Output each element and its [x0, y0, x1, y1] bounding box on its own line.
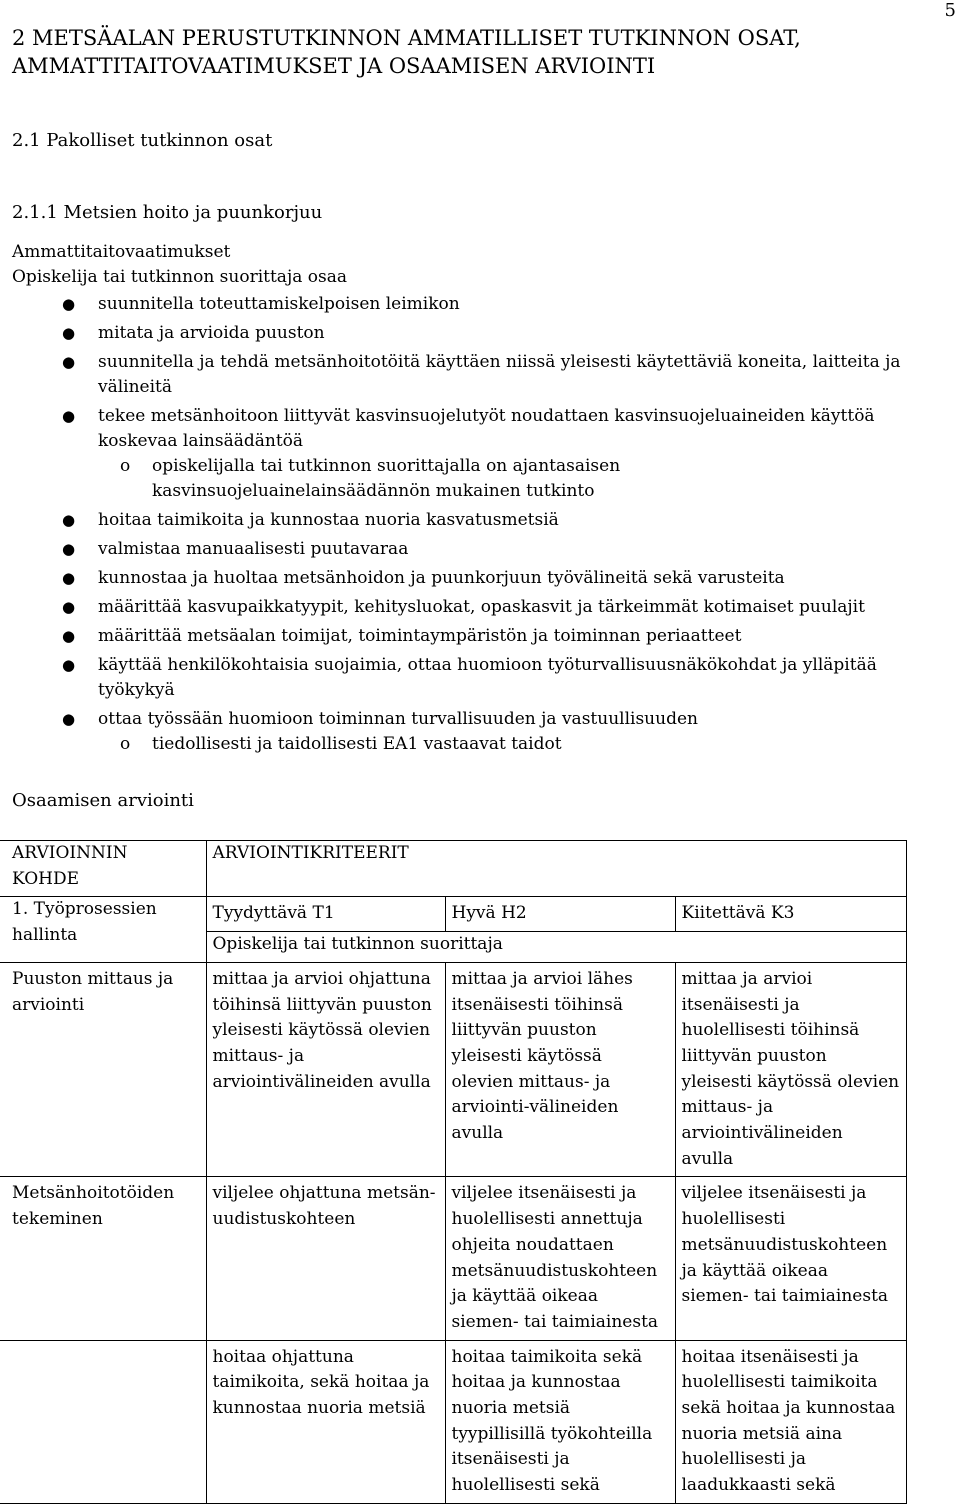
- requirement-item: [12, 537, 902, 562]
- sub-bullet-icon: o: [120, 456, 131, 476]
- row-label-cell: Puuston mittaus ja arviointi: [0, 962, 206, 1177]
- table-header-row: [0, 841, 906, 897]
- requirement-text: suunnitella toteuttamiskelpoisen leimikon: [98, 294, 460, 314]
- requirement-text: ottaa työssään huomioon toiminnan turvallisuuden ja vastuullisuuden: [98, 709, 698, 729]
- criteria-h2-cell: mittaa ja arvioi lähes itsenäisesti töihinsä liittyvän puuston yleisesti käytössä olevien mittaus- ja arviointi-välineiden avulla: [445, 962, 675, 1177]
- requirement-subtext: opiskelijalla tai tutkinnon suorittajalla on ajantasaisen kasvinsuojeluainelainsäädännön mukainen tutkinto: [152, 456, 621, 501]
- main-heading: 2 METSÄALAN PERUSTUTKINNON AMMATILLISET TUTKINNON OSAT, AMMATTITAITOVAATIMUKSET JA OSAAMISEN ARVIOINTI: [12, 26, 801, 78]
- requirement-item: [12, 321, 902, 346]
- requirements-intro: Opiskelija tai tutkinnon suorittaja osaa: [12, 267, 347, 287]
- bullet-icon: ●: [62, 627, 76, 645]
- requirement-text: valmistaa manuaalisesti puutavaraa: [98, 539, 409, 559]
- requirement-text: määrittää metsäalan toimijat, toimintaympäristön ja toiminnan periaatteet: [98, 626, 742, 646]
- subsection-heading: 2.1.1 Metsien hoito ja puunkorjuu: [12, 202, 323, 223]
- row-label-cell: [0, 1340, 206, 1503]
- criteria-k3-cell: mittaa ja arvioi itsenäisesti ja huolellisesti töihinsä liittyvän puuston yleisesti käytössä olevien mittaus- ja arviointivälineiden avulla: [675, 962, 906, 1177]
- requirement-item: [12, 624, 902, 649]
- requirement-subitem: [84, 732, 902, 757]
- requirement-item: [12, 350, 902, 400]
- bullet-icon: ●: [62, 407, 76, 425]
- requirement-text: mitata ja arvioida puuston: [98, 323, 325, 343]
- bullet-icon: ●: [62, 569, 76, 587]
- level-t1-cell: Tyydyttävä T1: [206, 897, 445, 932]
- section-label-cell: 1. Työprosessien hallinta: [0, 897, 206, 962]
- assessment-criteria-table: [0, 840, 907, 1504]
- bullet-icon: ●: [62, 511, 76, 529]
- criteria-k3-cell: viljelee itsenäisesti ja huolellisesti metsänuudistuskohteen ja käyttää oikeaa siemen- tai taimiainesta: [675, 1177, 906, 1340]
- requirement-text: hoitaa taimikoita ja kunnostaa nuoria kasvatusmetsiä: [98, 510, 559, 530]
- sub-bullet-icon: o: [120, 734, 131, 754]
- bullet-icon: ●: [62, 324, 76, 342]
- bullet-icon: ●: [62, 656, 76, 674]
- criteria-t1-cell: viljelee ohjattuna metsän-uudistuskohteen: [206, 1177, 445, 1340]
- requirement-item: [12, 404, 902, 504]
- criteria-t1-cell: mittaa ja arvioi ohjattuna töihinsä liittyvän puuston yleisesti käytössä olevien mittaus- ja arviointivälineiden avulla: [206, 962, 445, 1177]
- level-h2-cell: Hyvä H2: [445, 897, 675, 932]
- page-number: 5: [944, 0, 956, 21]
- criteria-t1-cell: hoitaa ohjattuna taimikoita, sekä hoitaa ja kunnostaa nuoria metsiä: [206, 1340, 445, 1503]
- requirement-text: tekee metsänhoitoon liittyvät kasvinsuojelutyöt noudattaen kasvinsuojeluaineiden käyttöä koskevaa lainsäädäntöä: [98, 406, 875, 451]
- header-kohde-cell: ARVIOINNIN KOHDE: [0, 841, 206, 897]
- row-label-cell: Metsänhoitotöiden tekeminen: [0, 1177, 206, 1340]
- requirement-item: [12, 292, 902, 317]
- requirement-item: [12, 707, 902, 757]
- requirement-item: [12, 508, 902, 533]
- section-heading: 2.1 Pakolliset tutkinnon osat: [12, 130, 273, 151]
- bullet-icon: ●: [62, 540, 76, 558]
- requirement-item: [12, 566, 902, 591]
- table-row: [0, 1177, 906, 1340]
- requirement-item: [12, 595, 902, 620]
- requirement-item: [12, 653, 902, 703]
- table-row: [0, 1340, 906, 1503]
- bullet-icon: ●: [62, 598, 76, 616]
- bullet-icon: ●: [62, 295, 76, 313]
- table-row: [0, 962, 906, 1177]
- requirement-subtext: tiedollisesti ja taidollisesti EA1 vastaavat taidot: [152, 734, 562, 754]
- requirement-text: määrittää kasvupaikkatyypit, kehitysluokat, opaskasvit ja tärkeimmät kotimaiset puulajit: [98, 597, 865, 617]
- bullet-icon: ●: [62, 353, 76, 371]
- header-kriteerit-cell: ARVIOINTIKRITEERIT: [206, 841, 906, 897]
- requirement-subitem: [84, 454, 902, 504]
- criteria-k3-cell: hoitaa itsenäisesti ja huolellisesti taimikoita sekä hoitaa ja kunnostaa nuoria metsiä aina huolellisesti ja laadukkaasti sekä: [675, 1340, 906, 1503]
- requirements-block: [12, 240, 902, 761]
- requirement-text: käyttää henkilökohtaisia suojaimia, ottaa huomioon työturvallisuusnäkökohdat ja ylläpitää työkykyä: [98, 655, 877, 700]
- bullet-icon: ●: [62, 710, 76, 728]
- requirement-text: suunnitella ja tehdä metsänhoitotöitä käyttäen niissä yleisesti käytettäviä koneita, laitteita ja välineitä: [98, 352, 901, 397]
- requirements-list: [12, 292, 902, 757]
- performer-cell: Opiskelija tai tutkinnon suorittaja: [206, 932, 906, 963]
- criteria-h2-cell: viljelee itsenäisesti ja huolellisesti annettuja ohjeita noudattaen metsänuudistuskohteen ja käyttää oikeaa siemen- tai taimiainesta: [445, 1177, 675, 1340]
- table-level-row: [0, 897, 906, 932]
- level-k3-cell: Kiitettävä K3: [675, 897, 906, 932]
- assessment-title: Osaamisen arviointi: [12, 790, 194, 811]
- requirement-text: kunnostaa ja huoltaa metsänhoidon ja puunkorjuun työvälineitä sekä varusteita: [98, 568, 785, 588]
- criteria-h2-cell: hoitaa taimikoita sekä hoitaa ja kunnostaa nuoria metsiä tyypillisillä työkohteilla itsenäisesti ja huolellisesti sekä: [445, 1340, 675, 1503]
- requirements-title: Ammattitaitovaatimukset: [12, 242, 231, 262]
